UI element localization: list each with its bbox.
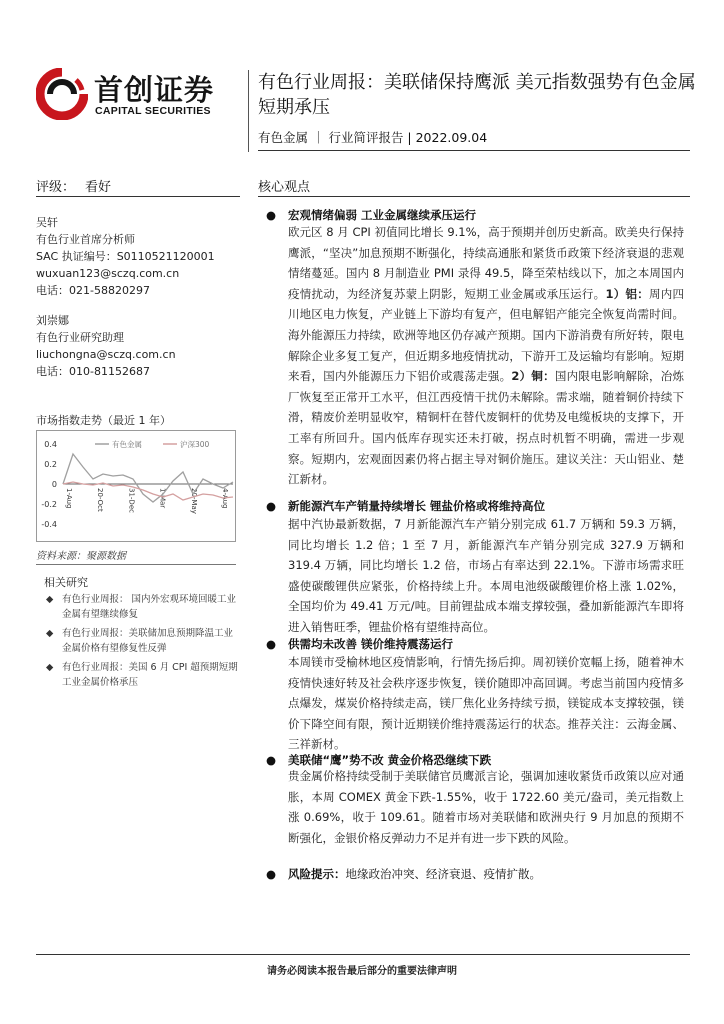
x-tick-label: 20-Oct [96, 488, 105, 512]
y-tick-label: -0.2 [41, 500, 57, 509]
header-rule [258, 150, 690, 151]
report-title: 有色行业周报：美联储保持鹰派 美元指数强势有色金属短期承压 [258, 72, 696, 118]
logo-emblem-icon [36, 68, 88, 120]
rating-label: 评级： [36, 180, 76, 195]
core-view-heading: 核心观点 [258, 180, 311, 195]
bullet-icon: ● [266, 753, 277, 767]
analyst-phone: 电话：021-58820297 [36, 284, 150, 297]
legal-notice[interactable]: 请务必阅读本报告最后部分的重要法律声明 [267, 966, 457, 977]
analyst-title: 有色行业首席分析师 [36, 233, 135, 246]
x-tick-label: 1-Mar [158, 488, 167, 509]
rating-rule [36, 196, 240, 197]
header-divider [248, 70, 249, 152]
diamond-bullet-icon: ◆ [46, 628, 54, 639]
related-item[interactable]: ◆ 有色行业周报：美国 6 月 CPI 超预期短期工业金属价格承压 [46, 662, 238, 688]
company-logo [36, 66, 236, 122]
risk-label: 风险提示： [288, 867, 346, 881]
analyst-title: 有色行业研究助理 [36, 331, 124, 344]
risk-text: 地缘政治冲突、经济衰退、疫情扩散。 [345, 867, 541, 881]
chart-canvas [37, 431, 237, 543]
footer-rule [36, 954, 690, 955]
bullet-icon: ● [266, 499, 277, 513]
related-list [44, 592, 240, 694]
chart-source: 资料来源：聚源数据 [36, 551, 126, 562]
analyst-name: 吴轩 [36, 216, 58, 229]
section-paragraph: 贵金属价格持续受制于美联储官员鹰派言论，强调加速收紧货币政策以应对通胀，本周 COMEX 黄金下跌-1.55%，收于 1722.60 美元/盎司，美元指数上涨 0.69%，收于 109.61。随着市场对美联储和欧洲央行 9 月加息的预期不断强化，金银价格反弹动力不足并有进一步下跌的风险。 [288, 769, 684, 845]
bullet-icon: ● [266, 637, 277, 651]
rating-value: 看好 [85, 180, 112, 195]
analyst-card [36, 214, 215, 299]
related-item[interactable]: ◆ 有色行业周报：美联储加息预期降温工业金属价格有望修复性反弹 [46, 628, 234, 654]
bullet-icon: ● [266, 208, 277, 222]
related-title: 相关研究 [44, 576, 88, 589]
y-tick-label: 0.4 [44, 440, 57, 449]
y-tick-label: 0 [51, 480, 57, 489]
source-rule [36, 564, 236, 565]
x-tick-label: 31-Dec [127, 488, 136, 513]
y-tick-label: 0.2 [44, 460, 57, 469]
market-index-chart [36, 430, 236, 542]
analyst-name: 刘崇娜 [36, 314, 69, 327]
x-tick-label: 20-May [189, 488, 198, 514]
logo-name-cn: 首创证券 [94, 73, 215, 107]
section-header: ● 供需均未改善 镁价维持震荡运行 [266, 637, 454, 651]
chart-title: 市场指数走势（最近 1 年） [36, 414, 171, 427]
core-view-rule [258, 196, 690, 197]
analyst-sac: SAC 执证编号：S0110521120001 [36, 250, 215, 263]
logo-name-en: CAPITAL SECURITIES [95, 105, 211, 117]
section-paragraph: 本周镁市受榆林地区疫情影响，行情先扬后抑。周初镁价宽幅上扬，随着神木疫情快速好转及社会秩序逐步恢复，镁价随即冲高回调。考虑当前国内疫情多点爆发，煤炭价格持续走高，镁厂焦化业务持续亏损，镁锭成本支撑较强，镁价下降空间有限，预计近期镁价维持震荡运行的状态。推荐关注：云海金属、三祥新材。 [288, 655, 684, 752]
analyst-card [36, 312, 176, 380]
related-item[interactable]: ◆ 有色行业周报： 国内外宏观环境回暖工业金属有望继续修复 [46, 594, 237, 620]
bullet-icon: ● [266, 867, 277, 881]
legend-label: 有色金属 [112, 440, 142, 449]
risk-warning [266, 866, 541, 882]
section-paragraph: 欧元区 8 月 CPI 初值同比增长 9.1%，高于预期并创历史新高。欧美央行保持鹰派，“坚决”加息预期不断强化，持续高通胀和紧货币政策下经济衰退的悲观情绪蔓延。国内 8 月制造业 PMI 录得 49.5，降至荣枯线以下，加之本周国内疫情扰动，为经济复苏蒙上阴影，短期工业金属或承压运行。1）铝：周内四川地区电力恢复，产业链上下游均有复产，但电解铝产能完全恢复尚需时间。海外能源压力持续，欧洲等地区仍存减产预期。国内下游消费有所好转，限电解除企业多复工复产，但近期多地疫情扰动，下游开工及运输均有影响。短期来看，国内外能源压力下铝价或震荡走强。2）铜：国内限电影响解除，冶炼厂恢复至正常开工水平，但江西疫情干扰仍未解除。需求端，随着铜价持续下滑，精废价差明显收窄，精铜杆在替代废铜杆的优势及电缆板块的支撑下，开工率有所回升。国内低库存现实还未打破，拐点时机暂不明确，需进一步观察。短期内，宏观面因素仍将占据主导对铜价施压。建议关注：天山铝业、楚江新材。 [288, 225, 684, 487]
analyst-email[interactable]: wuxuan123@sczq.com.cn [36, 267, 180, 280]
section-header: ● 新能源汽车产销量持续增长 锂盐价格或将维持高位 [266, 499, 546, 513]
legend-label: 沪深300 [180, 440, 210, 449]
section-header: ● 宏观情绪偏弱 工业金属继续承压运行 [266, 208, 477, 222]
report-subline: 有色金属 ｜ 行业简评报告 | 2022.09.04 [258, 130, 488, 145]
analyst-email[interactable]: liuchongna@sczq.com.cn [36, 348, 176, 361]
x-tick-label: 1-Aug [65, 488, 73, 509]
x-tick-label: 4-Aug [221, 488, 229, 509]
section-paragraph: 据中汽协最新数据，7 月新能源汽车产销分别完成 61.7 万辆和 59.3 万辆，同比均增长 1.2 倍；1 至 7 月，新能源汽车产销分别完成 327.9 万辆和 319.4 万辆，同比均增长 1.2 倍，市场占有率达到 22.1%。下游市场需求旺盛使碳酸锂供应紧张，价格持续上升。本周电池级碳酸锂价格上涨 1.02%，全国均价为 49.41 万元/吨。目前锂盐成本端支撑较强，叠加新能源汽车即将进入销售旺季，锂盐价格有望维持高位。 [288, 517, 684, 634]
y-tick-label: -0.4 [41, 520, 57, 529]
diamond-bullet-icon: ◆ [46, 662, 54, 673]
diamond-bullet-icon: ◆ [46, 594, 54, 605]
rating [36, 176, 111, 195]
analyst-phone: 电话：010-81152687 [36, 365, 150, 378]
section-header: ● 美联储“鹰”势不改 黄金价格恐继续下跌 [266, 753, 492, 767]
